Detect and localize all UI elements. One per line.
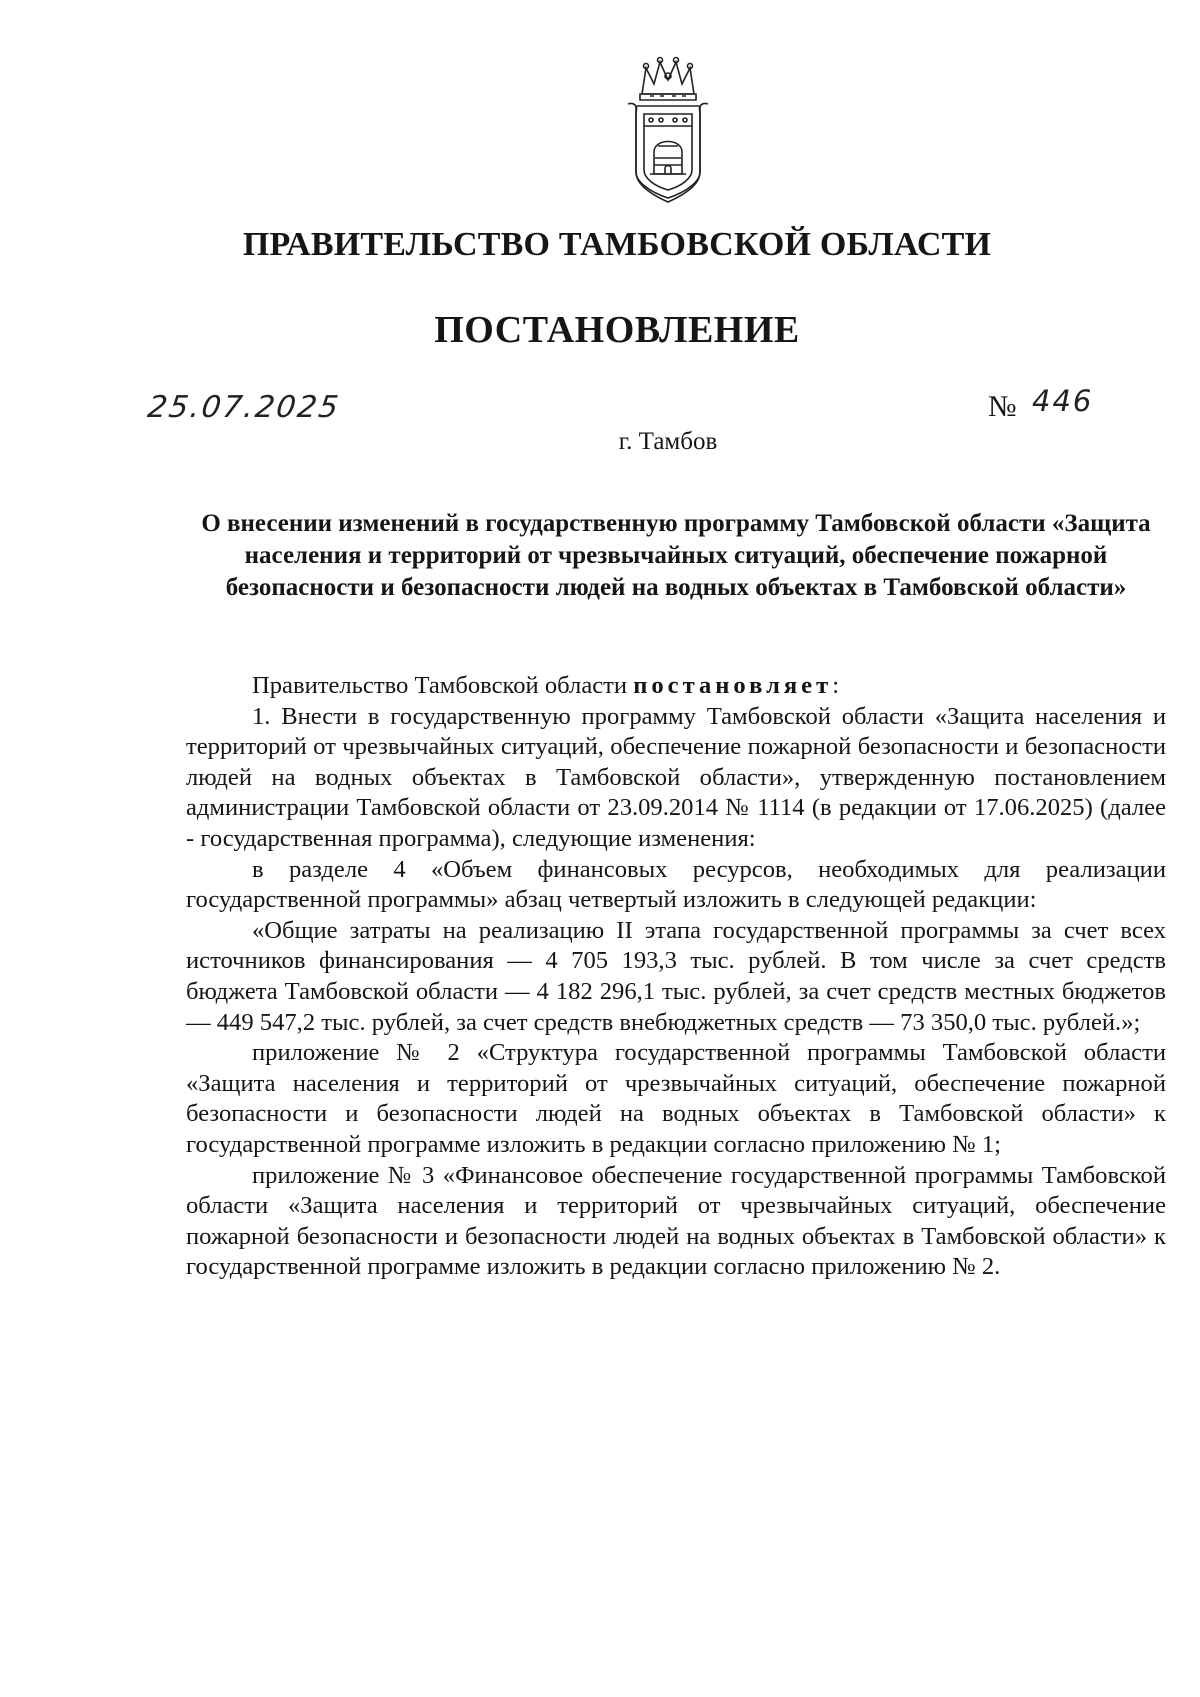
- number-label: №: [988, 390, 1017, 423]
- document-body: [186, 671, 1166, 1283]
- document-type-heading: ПОСТАНОВЛЕНИЕ: [434, 309, 800, 351]
- preamble-suffix: :: [832, 672, 840, 699]
- preamble-verb: постановляет: [633, 672, 833, 699]
- body-paragraph: 1. Внести в государственную программу Тамбовской области «Защита населения и территорий от чрезвычайных ситуаций, обеспечение пожарной безопасности и безопасности людей на водных объектах в Тамбовской области», утвержденную постановлением администрации Тамбовской области от 23.09.2014 № 1114 (в редакции от 17.06.2025) (далее - государственная программа), следующие изменения:: [186, 702, 1166, 852]
- organization-heading: ПРАВИТЕЛЬСТВО ТАМБОВСКОЙ ОБЛАСТИ: [242, 226, 992, 263]
- document-title: О внесении изменений в государственную программу Тамбовской области «Защита населения и территорий от чрезвычайных ситуаций, обеспечение пожарной безопасности и безопасности людей на водных объектах в Тамбовской области»: [201, 510, 1151, 601]
- city-line: г. Тамбов: [618, 428, 718, 455]
- document-date: 25.07.2025: [145, 390, 343, 425]
- preamble-prefix: Правительство Тамбовской области: [252, 672, 634, 699]
- body-paragraph: приложение № 3 «Финансовое обеспечение государственной программы Тамбовской области «Защита населения и территорий от чрезвычайных ситуаций, обеспечение пожарной безопасности и безопасности людей на водных объектах в Тамбовской области» к государственной программе изложить в редакции согласно приложению № 2.: [186, 1161, 1166, 1281]
- body-paragraph: в разделе 4 «Объем финансовых ресурсов, необходимых для реализации государственной программы» абзац четвертый изложить в следующей редакции:: [186, 855, 1166, 914]
- preamble-paragraph: [186, 671, 1166, 702]
- coat-of-arms-emblem: [620, 54, 716, 206]
- body-paragraph: приложение № 2 «Структура государственной программы Тамбовской области «Защита населения и территорий от чрезвычайных ситуаций, обеспечение пожарной безопасности и безопасности людей на водных объектах в Тамбовской области» к государственной программе изложить в редакции согласно приложению № 1;: [186, 1039, 1166, 1158]
- body-paragraph: «Общие затраты на реализацию II этапа государственной программы за счет всех источников финансирования — 4 705 193,3 тыс. рублей. В том числе за счет средств бюджета Тамбовской области — 4 182 296,1 тыс. рублей, за счет средств местных бюджетов — 449 547,2 тыс. рублей, за счет средств внебюджетных средств — 73 350,0 тыс. рублей.»;: [186, 916, 1166, 1036]
- document-number: 446: [1032, 384, 1094, 418]
